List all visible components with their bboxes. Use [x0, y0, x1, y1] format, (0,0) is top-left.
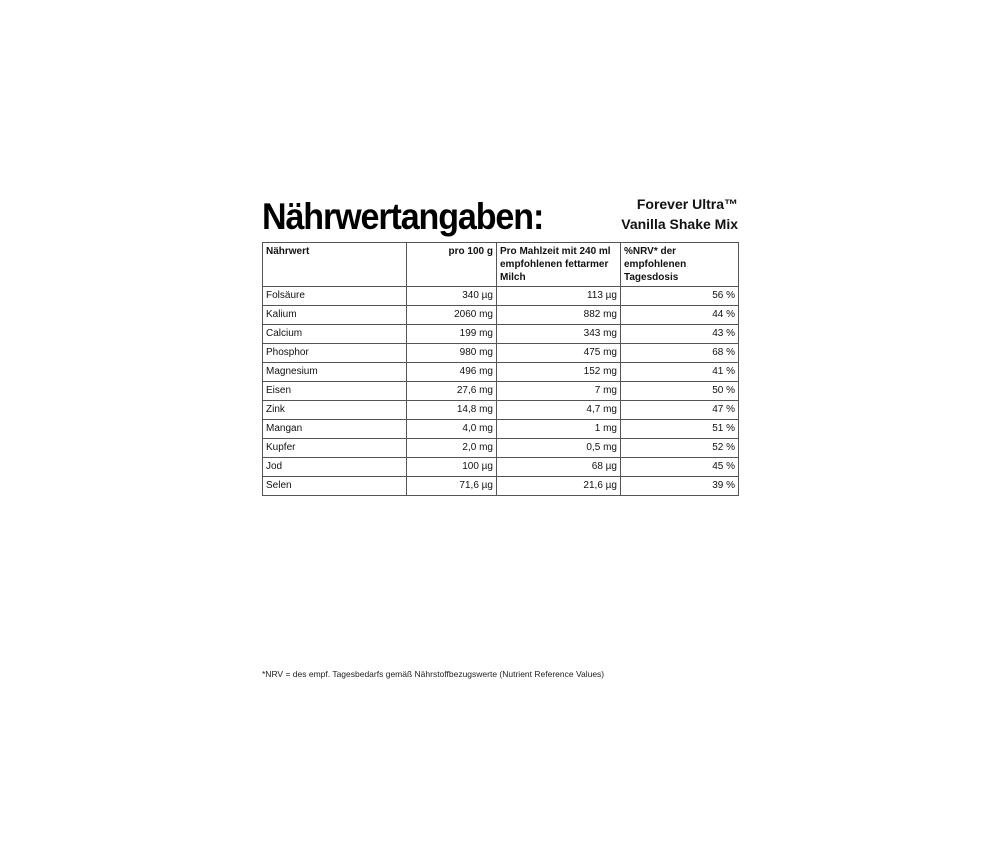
cell-nutrient: Folsäure [263, 287, 407, 306]
column-header-nrv: %NRV* der empfohlenen Tagesdosis [621, 243, 739, 287]
column-header-per-100g: pro 100 g [407, 243, 497, 287]
product-name [621, 194, 738, 234]
cell-nutrient: Selen [263, 477, 407, 496]
cell-per-100g: 340 µg [407, 287, 497, 306]
page-title: Nährwertangaben: [262, 196, 544, 237]
cell-per-meal: 7 mg [497, 382, 621, 401]
cell-per-meal: 343 mg [497, 325, 621, 344]
cell-per-meal: 475 mg [497, 344, 621, 363]
table-row [263, 363, 739, 382]
cell-nrv: 52 % [621, 439, 739, 458]
product-name-line-2: Vanilla Shake Mix [621, 216, 738, 232]
cell-nrv: 51 % [621, 420, 739, 439]
cell-nrv: 41 % [621, 363, 739, 382]
cell-nutrient: Jod [263, 458, 407, 477]
cell-nutrient: Kalium [263, 306, 407, 325]
column-header-nutrient: Nährwert [263, 243, 407, 287]
cell-nutrient: Eisen [263, 382, 407, 401]
cell-per-meal: 152 mg [497, 363, 621, 382]
cell-nutrient: Magnesium [263, 363, 407, 382]
cell-nrv: 39 % [621, 477, 739, 496]
cell-nutrient: Mangan [263, 420, 407, 439]
table-row [263, 401, 739, 420]
table-row [263, 458, 739, 477]
table-row [263, 344, 739, 363]
cell-nrv: 45 % [621, 458, 739, 477]
cell-per-meal: 113 µg [497, 287, 621, 306]
table-header-row [263, 243, 739, 287]
table-row [263, 325, 739, 344]
cell-per-100g: 71,6 µg [407, 477, 497, 496]
cell-per-meal: 21,6 µg [497, 477, 621, 496]
table-row [263, 477, 739, 496]
cell-nrv: 47 % [621, 401, 739, 420]
cell-per-100g: 496 mg [407, 363, 497, 382]
cell-nutrient: Calcium [263, 325, 407, 344]
cell-nrv: 68 % [621, 344, 739, 363]
cell-per-100g: 14,8 mg [407, 401, 497, 420]
table-row [263, 306, 739, 325]
cell-per-100g: 27,6 mg [407, 382, 497, 401]
cell-nrv: 50 % [621, 382, 739, 401]
footnote: *NRV = des empf. Tagesbedarfs gemäß Nährstoffbezugswerte (Nutrient Reference Values) [262, 669, 605, 679]
table-row [263, 439, 739, 458]
cell-per-100g: 2,0 mg [407, 439, 497, 458]
cell-per-100g: 199 mg [407, 325, 497, 344]
cell-nutrient: Phosphor [263, 344, 407, 363]
table-row [263, 287, 739, 306]
cell-per-meal: 4,7 mg [497, 401, 621, 420]
table-row [263, 382, 739, 401]
cell-nrv: 44 % [621, 306, 739, 325]
product-name-line-1: Forever Ultra™ [636, 196, 738, 212]
cell-per-100g: 100 µg [407, 458, 497, 477]
cell-per-100g: 4,0 mg [407, 420, 497, 439]
cell-nrv: 56 % [621, 287, 739, 306]
cell-per-100g: 2060 mg [407, 306, 497, 325]
cell-nutrient: Zink [263, 401, 407, 420]
cell-per-meal: 68 µg [497, 458, 621, 477]
cell-nrv: 43 % [621, 325, 739, 344]
table-row [263, 420, 739, 439]
cell-nutrient: Kupfer [263, 439, 407, 458]
cell-per-meal: 1 mg [497, 420, 621, 439]
column-header-per-meal: Pro Mahlzeit mit 240 ml empfohlenen fettarmer Milch [497, 243, 621, 287]
nutrition-table [262, 242, 739, 496]
cell-per-meal: 0,5 mg [497, 439, 621, 458]
cell-per-meal: 882 mg [497, 306, 621, 325]
cell-per-100g: 980 mg [407, 344, 497, 363]
